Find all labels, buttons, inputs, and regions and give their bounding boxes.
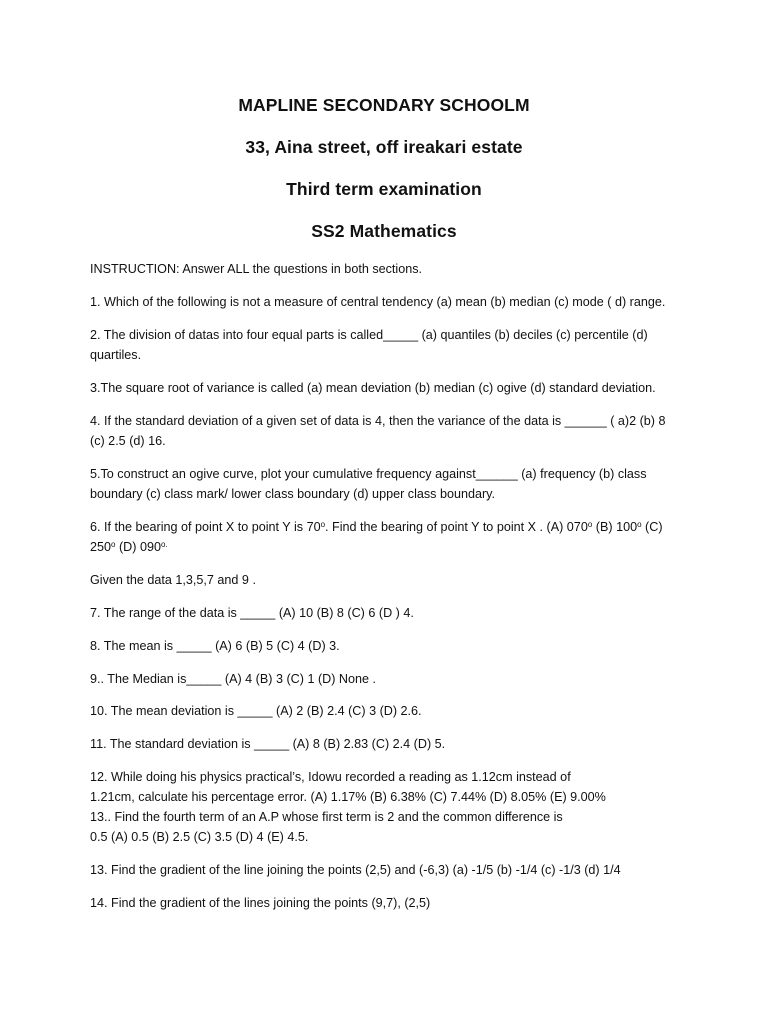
question-4-line-2: (c) 2.5 (d) 16. xyxy=(90,434,166,448)
question-12-line-1: 12. While doing his physics practical’s, Idowu recorded a reading as 1.12cm instead of xyxy=(90,770,571,784)
degree-sign: o xyxy=(587,520,593,529)
question-8: 8. The mean is _____ (A) 6 (B) 5 (C) 4 (D) 3. xyxy=(90,639,340,653)
q6-text: 6. If the bearing of point X to point Y is 70 xyxy=(90,520,321,534)
school-name: MAPLINE SECONDARY SCHOOLM xyxy=(238,95,530,115)
degree-sign: o xyxy=(320,520,326,529)
q6-text: 250 xyxy=(90,540,112,554)
question-6-line-2 xyxy=(90,537,680,557)
degree-sign: o xyxy=(111,540,116,549)
degree-sign: o xyxy=(637,520,642,529)
question-12-line-2: 1.21cm, calculate his percentage error. (A) 1.17% (B) 6.38% (C) 7.44% (D) 8.05% (E) 9.00% xyxy=(90,790,606,804)
q6-trailing-dot: . xyxy=(165,540,168,549)
q6-text: . Find the bearing of point Y to point X . (A) 070 xyxy=(325,520,588,534)
question-14: 14. Find the gradient of the lines joining the points (9,7), (2,5) xyxy=(90,896,431,910)
question-4-line-1: 4. If the standard deviation of a given set of data is 4, then the variance of the data is ______ ( a)2 (b) 8 xyxy=(90,414,666,428)
exam-title: Third term examination xyxy=(286,179,482,199)
question-11: 11. The standard deviation is _____ (A) 8 (B) 2.83 (C) 2.4 (D) 5. xyxy=(90,737,446,751)
question-13b: 13. Find the gradient of the line joining the points (2,5) and (-6,3) (a) -1/5 (b) -1/4 (c) -1/3 (d) 1/4 xyxy=(90,863,621,877)
question-3: 3.The square root of variance is called (a) mean deviation (b) median (c) ogive (d) standard deviation. xyxy=(90,381,656,395)
question-7: 7. The range of the data is _____ (A) 10 (B) 8 (C) 6 (D ) 4. xyxy=(90,606,414,620)
question-2-line-1: 2. The division of datas into four equal parts is called_____ (a) quantiles (b) deciles (c) percentile (d) xyxy=(90,328,648,342)
question-13a-line-2: 0.5 (A) 0.5 (B) 2.5 (C) 3.5 (D) 4 (E) 4.5. xyxy=(90,830,309,844)
degree-sign: o xyxy=(160,540,166,549)
q6-text: (D) 090 xyxy=(115,540,161,554)
q6-text: (B) 100 xyxy=(592,520,638,534)
school-address: 33, Aina street, off ireakari estate xyxy=(245,137,523,157)
instruction: INSTRUCTION: Answer ALL the questions in both sections. xyxy=(90,262,423,276)
question-10: 10. The mean deviation is _____ (A) 2 (B) 2.4 (C) 3 (D) 2.6. xyxy=(90,704,422,718)
question-1: 1. Which of the following is not a measure of central tendency (a) mean (b) median (c) mode ( d) range. xyxy=(90,295,666,309)
question-5-line-1: 5.To construct an ogive curve, plot your cumulative frequency against______ (a) frequency (b) class xyxy=(90,467,647,481)
question-6-line-1 xyxy=(90,517,680,537)
question-9: 9.. The Median is_____ (A) 4 (B) 3 (C) 1 (D) None . xyxy=(90,672,377,686)
q6-text: (C) xyxy=(641,520,663,534)
question-2-line-2: quartiles. xyxy=(90,348,142,362)
subject-title: SS2 Mathematics xyxy=(311,221,457,241)
question-13a-line-1: 13.. Find the fourth term of an A.P whose first term is 2 and the common difference is xyxy=(90,810,563,824)
question-5-line-2: boundary (c) class mark/ lower class boundary (d) upper class boundary. xyxy=(90,487,496,501)
given-data: Given the data 1,3,5,7 and 9 . xyxy=(90,573,256,587)
